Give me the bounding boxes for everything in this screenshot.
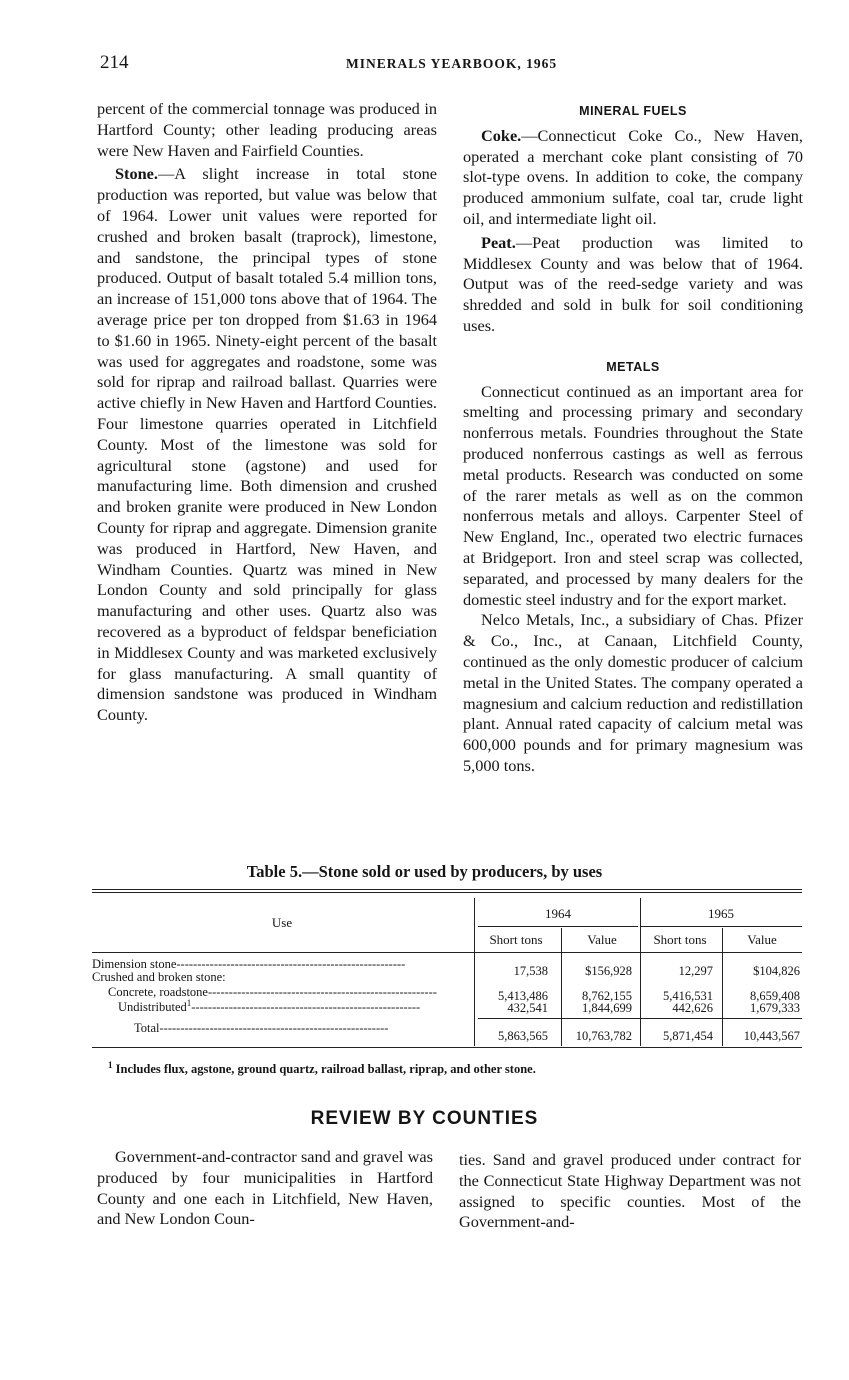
rule-1965 (641, 926, 802, 927)
col-header-short-tons-1965: Short tons (653, 932, 707, 947)
paragraph-metals-1: Connecticut continued as an important area for smelting and processing primary and secondary nonferrous metals. Foundries throughout the State produced nonferrous castings as well as ferrous metal products. Research was conducted on some of the rarer metals as well as on the common nonferrous metals and alloys. Carpenter Steel of New England, Inc., operated two electric furnaces at Bridgeport. Iron and steel scrap was collected, separated, and processed by many dealers for the domestic steel industry and for the export market. (463, 381, 803, 609)
table-cell: 5,416,531 (663, 989, 713, 1003)
total-rule (478, 1018, 802, 1019)
stone-text: —A slight increase in total stone production was reported, but value was below that of 1964. Lower unit values were reported for crushed and broken basalt (traprock), limestone, and sandstone, the principal types of stone produced. Output of basalt totaled 5.4 million tons, an increase of 151,000 tons above that of 1964. The average price per ton dropped from $1.63 in 1964 to $1.60 in 1965. Ninety-eight percent of the basalt was used for aggregates and roadstone, some was sold for riprap and railroad ballast. Quarries were active chiefly in New Haven and Hartford Counties. Four limestone quarries operated in Litchfield County. Most of the limestone was sold for agricultural stone (agstone) and used for manufacturing lime. Both dimension and crushed and broken granite were produced in New London County for riprap and aggregate. Dimension granite was produced in Hartford, New Haven, and Windham Counties. Quartz was mined in New London County and sold principally for glass manufacturing and other uses. Quartz also was recovered as a byproduct of feldspar beneficiation in Middlesex County and was marketed exclusively for glass manufacturing. A small quantity of dimension sandstone was produced in Windham County. (97, 164, 437, 725)
review-left-text: Government-and-contractor sand and gravel was produced by four municipalities in Hartford County and one each in Litchfield, New Haven, and New London Coun- (97, 1147, 433, 1229)
col-header-use: Use (271, 915, 293, 930)
table-cell: 8,659,408 (750, 989, 800, 1003)
left-column (97, 99, 437, 726)
col-header-value-1965: Value (747, 932, 777, 947)
review-right-column (459, 1150, 801, 1233)
table-cell: 5,413,486 (498, 989, 548, 1003)
table-cell: 5,863,565 (498, 1029, 548, 1043)
paragraph-metals-2: Nelco Metals, Inc., a subsidiary of Chas. Pfizer & Co., Inc., at Canaan, Litchfield County, continued as the only domestic producer of calcium metal in the United States. The company operated a magnesium and calcium reduction and redistillation plant. Annual rated capacity of calcium metal was 600,000 pounds and for primary magnesium was 5,000 tons. (463, 610, 803, 775)
heading-metals: METALS (606, 359, 660, 374)
stone-lead: Stone. (115, 164, 158, 184)
table-cell: 442,626 (672, 1001, 713, 1015)
table-cell: 1,679,333 (750, 1001, 800, 1015)
col-header-1964: 1964 (545, 906, 571, 921)
table-cell: 432,541 (507, 1001, 548, 1015)
paragraph-stone (97, 164, 437, 726)
peat-lead: Peat. (481, 232, 516, 252)
running-title: MINERALS YEARBOOK, 1965 (346, 56, 558, 71)
table-row-label: Concrete, roadstone------------------------------------------------------- (108, 986, 437, 998)
table-cell: 8,762,155 (582, 989, 632, 1003)
table-row-label: Dimension stone------------------------------------------------------- (92, 958, 406, 970)
table-cell: 5,871,454 (663, 1029, 713, 1043)
col-sep-4 (722, 928, 723, 1046)
col-sep-2 (561, 928, 562, 1046)
table-cell: 10,763,782 (575, 1029, 632, 1043)
review-left-column (97, 1147, 433, 1230)
page-number: 214 (100, 52, 129, 73)
table-cell: 10,443,567 (743, 1029, 800, 1043)
table-cell: 12,297 (678, 964, 713, 978)
table-row-label: Crushed and broken stone: (92, 970, 226, 984)
peat-text: —Peat production was limited to Middlesex County and was below that of 1964. Output was of the reed-sedge variety and was shredded and sold in bulk for soil conditioning uses. (463, 232, 803, 335)
paragraph-coke (463, 126, 803, 230)
paragraph-continuation: percent of the commercial tonnage was produced in Hartford County; other leading producing areas were New Haven and Fairfield Counties. (97, 99, 437, 160)
review-right-text: ties. Sand and gravel produced under contract for the Connecticut State Highway Department was not assigned to specific counties. Most of the Government-and- (459, 1150, 801, 1232)
paragraph-peat (463, 233, 803, 337)
heading-mineral-fuels: MINERAL FUELS (579, 104, 687, 118)
col-header-value-1964: Value (587, 932, 617, 947)
col-header-1965: 1965 (708, 906, 734, 921)
table-footnote: $^1$ Includes flux, agstone, ground quartz, railroad ballast, riprap, and other stone. (108, 1060, 536, 1077)
table-cell: $156,928 (585, 964, 632, 978)
table-row-label: Total------------------------------------------------------- (134, 1022, 389, 1034)
table-top-rule (92, 889, 802, 890)
coke-lead: Coke. (481, 125, 522, 145)
rule-1964 (478, 926, 638, 927)
coke-text: —Connecticut Coke Co., New Haven, operated a merchant coke plant consisting of 70 slot-type ovens. In addition to coke, the company produced ammonium sulfate, coal tar, crude light oil, and intermediate light oil. (463, 125, 803, 228)
table-title: Table 5.—Stone sold or used by producers, by uses (246, 862, 603, 881)
table-cell: $104,826 (753, 964, 800, 978)
col-header-short-tons-1964: Short tons (489, 932, 543, 947)
table-top-rule-2 (92, 892, 802, 893)
table-cell: 17,538 (513, 964, 548, 978)
col-sep-1 (474, 898, 475, 1046)
right-column (463, 101, 803, 777)
table-bottom-rule (92, 1047, 802, 1048)
table-header-rule (92, 952, 802, 953)
table-row-label: Undistributed$^1$------------------------------------------------------- (118, 998, 421, 1014)
table-cell: 1,844,699 (582, 1001, 632, 1015)
section-heading-review: REVIEW BY COUNTIES (310, 1108, 539, 1129)
